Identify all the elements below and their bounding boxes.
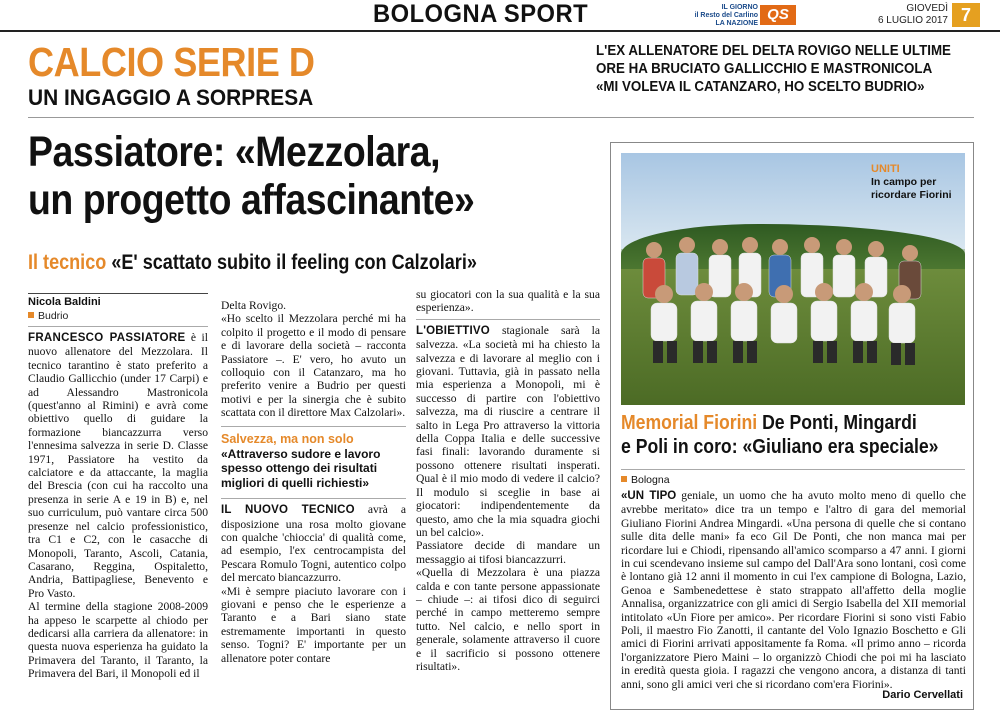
headline-line: un progetto affascinante» <box>28 176 475 224</box>
brand-la-nazione: LA NAZIONE <box>715 20 758 27</box>
sidebar-location <box>621 473 670 487</box>
paragraph: «Quella di Mezzolara è una piazza calda e con tante persone appassionate – chiude –: ai tifosi dico di seguirci perché in campo metteremo sempre tutto. Nel calcio, e nello sport in generale, solamente attraverso il cuore e il sacrificio si possono ottenere risultati». <box>416 566 600 673</box>
team-photo <box>621 153 965 405</box>
brand-resto-del-carlino: il Resto del Carlino <box>694 12 758 19</box>
paragraph: su giocatori con la sua qualità e la sua esperienza». <box>416 288 600 315</box>
sidebar-headline-label: Memorial Fiorini <box>621 411 758 434</box>
byline-author: Nicola Baldini <box>28 296 101 308</box>
teaser-line: «MI VOLEVA IL CATANZARO, HO SCELTO BUDRIO» <box>596 79 925 95</box>
square-bullet-icon <box>28 312 34 318</box>
byline-location-text: Budrio <box>38 310 69 322</box>
brand-il-giorno: IL GIORNO <box>721 4 758 11</box>
sidebar-headline <box>621 411 939 459</box>
subhead-text: «E' scattato subito il feeling con Calzolari» <box>111 251 477 274</box>
issue-date <box>840 3 948 27</box>
sidebar-lead-in: «UN TIPO <box>621 490 677 502</box>
sidebar-divider <box>621 469 965 470</box>
byline-top-rule <box>28 293 208 294</box>
sidebar-author: Dario Cervellati <box>882 689 963 701</box>
qs-logo: QS <box>760 5 796 25</box>
sidebar-body <box>621 489 966 691</box>
headline-line: Passiatore: «Mezzolara, <box>28 128 441 176</box>
byline-bottom-rule <box>28 326 208 327</box>
teaser-line: ORE HA BRUCIATO GALLICCHIO E MASTRONICOLA <box>596 61 933 77</box>
masthead <box>0 0 1000 32</box>
section-title: BOLOGNA SPORT <box>373 0 589 28</box>
sidebar-body-text: geniale, un uomo che ha avuto molto meno di quello che avrebbe meritato» dice tra un tempo e l'altro di gara del memorial Giuliano Fiorini Andrea Mingardi. «Una persona di quelle che si contano sulle dita delle mani» fa eco Gil De Ponti, che non manca mai per ricordare lui e Chiodi, ripensando all'amico scomparso a 47 anni. I giorni in cui scendevano insieme sul campo del Dall'Ara sono lontani, così come è lontano già 12 anni il momento in cui l'ex campione di Bologna, Lazio, Genoa e Sambenedettese è stato strappato all'affetto della moglie Annalisa, organizzatrice con gli amici di Sergio Isabella del XII memorial intitolato «Un Fiore per amico». Per ricordare Fiorini si sono visti Fabio Poli, il maestro Fio Zanotti, il cantante del Volo Ignazio Boschetto e Gli amici di Fiorini arrivati appositamente fa Roma. «Il primo anno – ricorda l'organizzatore Piero Maini – lo organizzò Chiodi che poi mi ha lasciato in eredità questa gioia. I ragazzi che vengono ancora, a distanza di tanti anni, sono gli amici veri che si ricordano com'era Fiorini». <box>621 489 966 691</box>
paragraph <box>28 331 208 600</box>
lead-in: FRANCESCO PASSIATORE <box>28 332 186 344</box>
paragraph: Al termine della stagione 2008-2009 ha appeso le scarpette al chiodo per dedicarsi alla carriera da allenatore: in questa nuova esperienza ha guidato la Primavera del Taranto, il Taranto, la Primavera del Bari, il Monopoli ed il <box>28 600 208 681</box>
section-divider <box>416 319 600 320</box>
pullquote-divider <box>221 498 406 499</box>
paragraph-text: è il nuovo allenatore del Mezzolara. Il tecnico tarantino è stato preferito a Claudio Gallicchio (under 17 Carpi) e ad Alessandro Mastronicola (quest'anno al Rimini) e avrà come obiettivo quello di guidare la formazione biancazzurra verso l'ennesima salvezza in serie D. Classe 1971, Passiatore ha vestito da calciatore e da attaccante, la maglia del Brescia (con cui ha raccolto una presenza in serie A e 19 in B) e, nel suo curriculum, può vantare circa 500 presenze nel calcio professionistico, tra C1 e C2, con le casacche di Monopoli, Taranto, Ascoli, Catania, Casarano, Reggina, Ospitaletto, Andria, Battipagliese, Benevento e Pro Vasto. <box>28 331 208 600</box>
pullquote-title: Salvezza, ma non solo <box>221 426 406 447</box>
inline-subhead: IL NUOVO TECNICO <box>221 504 355 517</box>
byline-location <box>28 309 208 323</box>
paragraph: Delta Rovigo. <box>221 299 287 312</box>
issue-day: GIOVEDÌ <box>906 3 948 14</box>
paragraph-text: stagionale sarà la salvezza. «La società mi ha chiesto la salvezza e di lavorare al meglio con i giovani. Tuttavia, già in passato nella mia esperienza a Monopoli, mi è successo di partire con l'obiettivo salvezza, ma di riuscire a centrare il salto in Lega Pro attraverso la vittoria della Coppa Italia e delle successive fasi finali: lavorando duramente si possono ottenere risultati insperati. Qual è il mio modo di vedere il calcio? Il modulo si sceglie in base ai giocatori: indipendentemente da questo, amo che la mia squadra giochi un bel calcio». <box>416 323 600 539</box>
byline <box>28 295 208 323</box>
article-column-1 <box>28 331 208 681</box>
sidebar-location-text: Bologna <box>631 474 670 486</box>
paragraph: «Mi è sempre piaciuto lavorare con i giovani e penso che le esperienze a Taranto e a Bari siano state estremamente importanti in questo senso. Togni? E' importante per un allenatore poter contare <box>221 584 406 665</box>
page-number: 7 <box>952 3 980 27</box>
photo-caption-label: UNITI <box>871 163 900 175</box>
paragraph <box>416 324 600 540</box>
paragraph-text: avrà a disposizione una rosa molto giovane con qualche 'chioccia' di qualità come, ad esempio, l'ex centrocampista del Pescara Romulo Togni, autentico colpo del mercato biancazzurro. <box>221 503 406 585</box>
teaser-line: L'EX ALLENATORE DEL DELTA ROVIGO NELLE ULTIME <box>596 43 951 59</box>
article-column-3 <box>416 288 600 673</box>
article-column-2 <box>221 299 406 665</box>
header-divider <box>28 117 974 118</box>
section-kicker: CALCIO SERIE D <box>28 39 315 85</box>
pullquote-text: «Attraverso sudore e lavoro spesso ottengo dei risultati migliori di quelli richiesti» <box>221 446 381 490</box>
sidebar-box <box>610 142 974 710</box>
issue-date-value: 6 LUGLIO 2017 <box>877 15 948 26</box>
teaser-block <box>596 42 951 96</box>
paragraph: Passiatore decide di mandare un messaggio ai tifosi biancazzurri. <box>416 539 600 566</box>
sidebar-headline-line1: De Ponti, Mingardi <box>762 411 917 434</box>
square-bullet-icon <box>621 476 627 482</box>
photo-caption: In campo per ricordare Fiorini <box>871 176 952 201</box>
paragraph <box>221 503 406 584</box>
inline-subhead: L'OBIETTIVO <box>416 324 490 337</box>
article-headline <box>28 128 474 224</box>
article-subhead <box>28 250 477 276</box>
section-subkicker: UN INGAGGIO A SORPRESA <box>28 85 314 110</box>
paragraph: «Ho scelto il Mezzolara perché mi ha colpito il progetto e il modo di pensare e di lavorare della società – racconta Passiatore –. E' vero, ho avuto un colloquio con il Catanzaro, ma ho preferito venire a Budrio per questi motivi e per la sinergia che è subito scattata con il direttore Max Calzolari». <box>221 312 406 420</box>
subhead-label: Il tecnico <box>28 251 107 274</box>
newspaper-brands <box>688 4 758 28</box>
sidebar-headline-line2: e Poli in coro: «Giuliano era speciale» <box>621 435 939 458</box>
